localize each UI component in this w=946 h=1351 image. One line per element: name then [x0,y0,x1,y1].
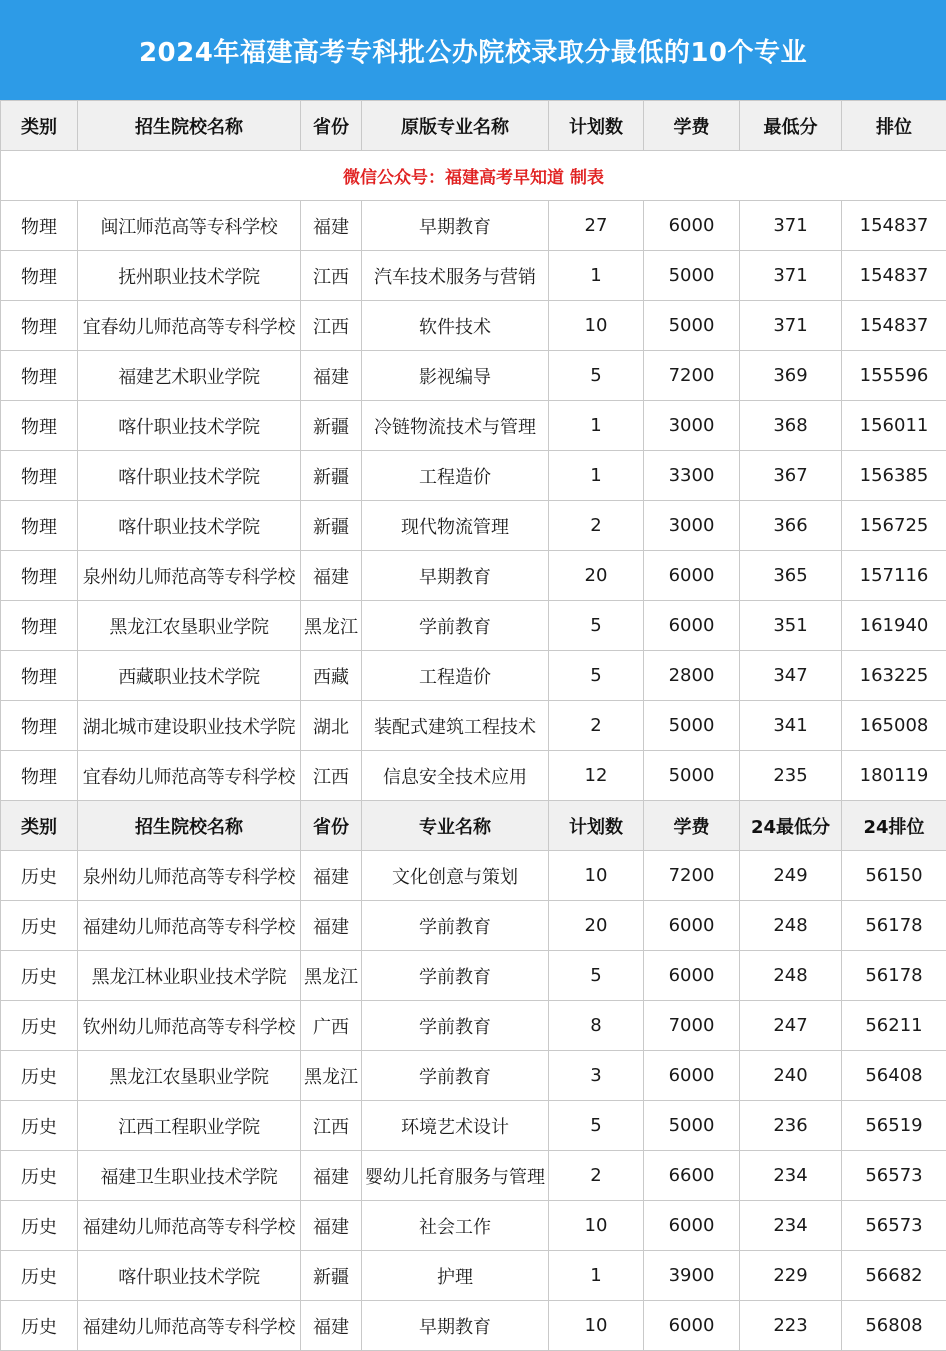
table-cell: 56682 [842,1251,946,1301]
table-cell: 历史 [1,1301,78,1351]
table-cell: 371 [740,251,842,301]
table-cell: 27 [549,201,644,251]
table-cell: 5000 [644,701,740,751]
table-cell: 6600 [644,1151,740,1201]
admission-table [0,100,946,1351]
table-row [1,401,946,451]
table-cell: 福建 [301,551,362,601]
table-cell: 6000 [644,1301,740,1351]
table-cell: 物理 [1,301,78,351]
table-cell: 161940 [842,601,946,651]
table-row [1,201,946,251]
table-row [1,901,946,951]
table-cell: 5000 [644,251,740,301]
table-cell: 物理 [1,501,78,551]
table-cell: 155596 [842,351,946,401]
table-cell: 西藏职业技术学院 [78,651,301,701]
table-cell: 宜春幼儿师范高等专科学校 [78,751,301,801]
table-cell: 信息安全技术应用 [362,751,549,801]
table-cell: 宜春幼儿师范高等专科学校 [78,301,301,351]
table-cell: 广西 [301,1001,362,1051]
table-cell: 2 [549,501,644,551]
table-cell: 泉州幼儿师范高等专科学校 [78,551,301,601]
table-cell: 5000 [644,1101,740,1151]
table-cell: 喀什职业技术学院 [78,501,301,551]
table-row [1,1251,946,1301]
history-header-row [1,801,946,851]
table-cell: 物理 [1,651,78,701]
header-cell: 省份 [301,801,362,851]
table-cell: 福建 [301,1201,362,1251]
table-cell: 5 [549,351,644,401]
table-cell: 装配式建筑工程技术 [362,701,549,751]
table-cell: 248 [740,901,842,951]
table-cell: 文化创意与策划 [362,851,549,901]
table-cell: 黑龙江农垦职业学院 [78,601,301,651]
table-cell: 20 [549,901,644,951]
header-cell: 24排位 [842,801,946,851]
table-cell: 56573 [842,1151,946,1201]
table-cell: 56178 [842,901,946,951]
table-cell: 156385 [842,451,946,501]
table-cell: 社会工作 [362,1201,549,1251]
table-cell: 229 [740,1251,842,1301]
table-cell: 黑龙江农垦职业学院 [78,1051,301,1101]
table-cell: 12 [549,751,644,801]
header-cell: 原版专业名称 [362,101,549,151]
table-cell: 8 [549,1001,644,1051]
table-cell: 福建幼儿师范高等专科学校 [78,1301,301,1351]
table-cell: 56211 [842,1001,946,1051]
table-cell: 3900 [644,1251,740,1301]
table-cell: 223 [740,1301,842,1351]
table-row [1,1001,946,1051]
header-cell: 招生院校名称 [78,801,301,851]
table-cell: 福建 [301,851,362,901]
table-body [1,101,946,1351]
table-cell: 235 [740,751,842,801]
table-cell: 江西 [301,251,362,301]
table-cell: 物理 [1,201,78,251]
table-cell: 护理 [362,1251,549,1301]
table-cell: 371 [740,201,842,251]
table-cell: 367 [740,451,842,501]
table-cell: 154837 [842,201,946,251]
table-cell: 5000 [644,301,740,351]
header-cell: 计划数 [549,101,644,151]
table-cell: 347 [740,651,842,701]
table-cell: 汽车技术服务与营销 [362,251,549,301]
table-cell: 钦州幼儿师范高等专科学校 [78,1001,301,1051]
table-cell: 6000 [644,551,740,601]
table-row [1,1151,946,1201]
table-row [1,1051,946,1101]
table-cell: 7200 [644,851,740,901]
table-cell: 泉州幼儿师范高等专科学校 [78,851,301,901]
table-cell: 物理 [1,251,78,301]
table-cell: 3300 [644,451,740,501]
table-cell: 工程造价 [362,651,549,701]
table-cell: 3000 [644,401,740,451]
table-row [1,451,946,501]
table-cell: 福建卫生职业技术学院 [78,1151,301,1201]
table-cell: 早期教育 [362,201,549,251]
table-cell: 福建 [301,1151,362,1201]
table-cell: 7000 [644,1001,740,1051]
table-cell: 学前教育 [362,951,549,1001]
table-cell: 56573 [842,1201,946,1251]
table-cell: 抚州职业技术学院 [78,251,301,301]
table-cell: 历史 [1,851,78,901]
table-cell: 福建 [301,1301,362,1351]
table-cell: 福建 [301,351,362,401]
header-cell: 省份 [301,101,362,151]
table-cell: 新疆 [301,401,362,451]
table-cell: 240 [740,1051,842,1101]
table-cell: 福建 [301,901,362,951]
table-cell: 10 [549,1301,644,1351]
note-row [1,151,946,201]
table-cell: 371 [740,301,842,351]
table-cell: 351 [740,601,842,651]
table-cell: 234 [740,1201,842,1251]
table-cell: 163225 [842,651,946,701]
table-row [1,1201,946,1251]
table-row [1,751,946,801]
wechat-note: 微信公众号：福建高考早知道 制表 [1,151,946,201]
table-cell: 现代物流管理 [362,501,549,551]
header-cell: 招生院校名称 [78,101,301,151]
table-cell: 物理 [1,551,78,601]
table-cell: 165008 [842,701,946,751]
table-cell: 2 [549,701,644,751]
header-cell: 学费 [644,101,740,151]
table-cell: 156725 [842,501,946,551]
table-cell: 江西 [301,301,362,351]
table-cell: 6000 [644,1201,740,1251]
table-cell: 新疆 [301,1251,362,1301]
table-cell: 婴幼儿托育服务与管理 [362,1151,549,1201]
table-cell: 56408 [842,1051,946,1101]
table-cell: 历史 [1,1201,78,1251]
table-cell: 248 [740,951,842,1001]
table-cell: 5 [549,1101,644,1151]
table-cell: 历史 [1,1001,78,1051]
table-cell: 黑龙江 [301,1051,362,1101]
table-cell: 247 [740,1001,842,1051]
table-cell: 6000 [644,201,740,251]
table-cell: 历史 [1,1151,78,1201]
table-row [1,851,946,901]
table-cell: 5000 [644,751,740,801]
table-row [1,351,946,401]
table-cell: 3000 [644,501,740,551]
table-cell: 冷链物流技术与管理 [362,401,549,451]
table-cell: 1 [549,451,644,501]
table-cell: 喀什职业技术学院 [78,1251,301,1301]
table-cell: 新疆 [301,451,362,501]
header-cell: 计划数 [549,801,644,851]
table-row [1,651,946,701]
header-cell: 24最低分 [740,801,842,851]
table-cell: 物理 [1,601,78,651]
table-cell: 黑龙江 [301,951,362,1001]
table-cell: 闽江师范高等专科学校 [78,201,301,251]
table-cell: 物理 [1,351,78,401]
table-cell: 236 [740,1101,842,1151]
table-cell: 影视编导 [362,351,549,401]
table-cell: 湖北城市建设职业技术学院 [78,701,301,751]
table-cell: 历史 [1,1051,78,1101]
table-cell: 3 [549,1051,644,1101]
table-cell: 369 [740,351,842,401]
table-cell: 156011 [842,401,946,451]
table-cell: 154837 [842,251,946,301]
table-cell: 喀什职业技术学院 [78,401,301,451]
table-cell: 历史 [1,901,78,951]
physics-header-row [1,101,946,151]
table-cell: 366 [740,501,842,551]
table-cell: 5 [549,601,644,651]
table-cell: 早期教育 [362,551,549,601]
header-cell: 最低分 [740,101,842,151]
table-cell: 56808 [842,1301,946,1351]
table-cell: 物理 [1,751,78,801]
table-cell: 福建艺术职业学院 [78,351,301,401]
table-cell: 工程造价 [362,451,549,501]
table-cell: 喀什职业技术学院 [78,451,301,501]
table-cell: 7200 [644,351,740,401]
table-cell: 历史 [1,1251,78,1301]
table-cell: 历史 [1,1101,78,1151]
table-cell: 154837 [842,301,946,351]
table-cell: 学前教育 [362,1001,549,1051]
table-cell: 6000 [644,951,740,1001]
table-cell: 56150 [842,851,946,901]
table-row [1,1101,946,1151]
table-cell: 56178 [842,951,946,1001]
table-cell: 福建 [301,201,362,251]
table-cell: 西藏 [301,651,362,701]
table-cell: 10 [549,1201,644,1251]
table-cell: 福建幼儿师范高等专科学校 [78,1201,301,1251]
table-cell: 学前教育 [362,901,549,951]
table-cell: 157116 [842,551,946,601]
table-cell: 早期教育 [362,1301,549,1351]
table-cell: 历史 [1,951,78,1001]
table-cell: 2 [549,1151,644,1201]
header-cell: 排位 [842,101,946,151]
table-cell: 5 [549,951,644,1001]
table-row [1,1301,946,1351]
table-cell: 5 [549,651,644,701]
table-cell: 2800 [644,651,740,701]
page-title: 2024年福建高考专科批公办院校录取分最低的10个专业 [0,0,946,100]
table-cell: 学前教育 [362,1051,549,1101]
table-cell: 6000 [644,901,740,951]
table-cell: 20 [549,551,644,601]
table-cell: 341 [740,701,842,751]
table-cell: 江西 [301,1101,362,1151]
table-cell: 黑龙江林业职业技术学院 [78,951,301,1001]
table-cell: 环境艺术设计 [362,1101,549,1151]
table-cell: 1 [549,251,644,301]
table-row [1,501,946,551]
table-cell: 368 [740,401,842,451]
table-cell: 10 [549,301,644,351]
table-cell: 物理 [1,451,78,501]
table-cell: 福建幼儿师范高等专科学校 [78,901,301,951]
table-cell: 10 [549,851,644,901]
table-row [1,701,946,751]
table-cell: 234 [740,1151,842,1201]
table-cell: 软件技术 [362,301,549,351]
table-row [1,551,946,601]
header-cell: 专业名称 [362,801,549,851]
table-cell: 学前教育 [362,601,549,651]
table-cell: 6000 [644,601,740,651]
table-cell: 249 [740,851,842,901]
table-row [1,301,946,351]
table-cell: 江西工程职业学院 [78,1101,301,1151]
table-cell: 江西 [301,751,362,801]
table-cell: 180119 [842,751,946,801]
table-cell: 56519 [842,1101,946,1151]
table-cell: 物理 [1,401,78,451]
table-row [1,251,946,301]
table-cell: 365 [740,551,842,601]
table-cell: 6000 [644,1051,740,1101]
table-cell: 1 [549,1251,644,1301]
table-cell: 物理 [1,701,78,751]
table-cell: 湖北 [301,701,362,751]
table-cell: 1 [549,401,644,451]
table-row [1,951,946,1001]
table-cell: 黑龙江 [301,601,362,651]
header-cell: 类别 [1,801,78,851]
table-row [1,601,946,651]
header-cell: 类别 [1,101,78,151]
header-cell: 学费 [644,801,740,851]
table-cell: 新疆 [301,501,362,551]
